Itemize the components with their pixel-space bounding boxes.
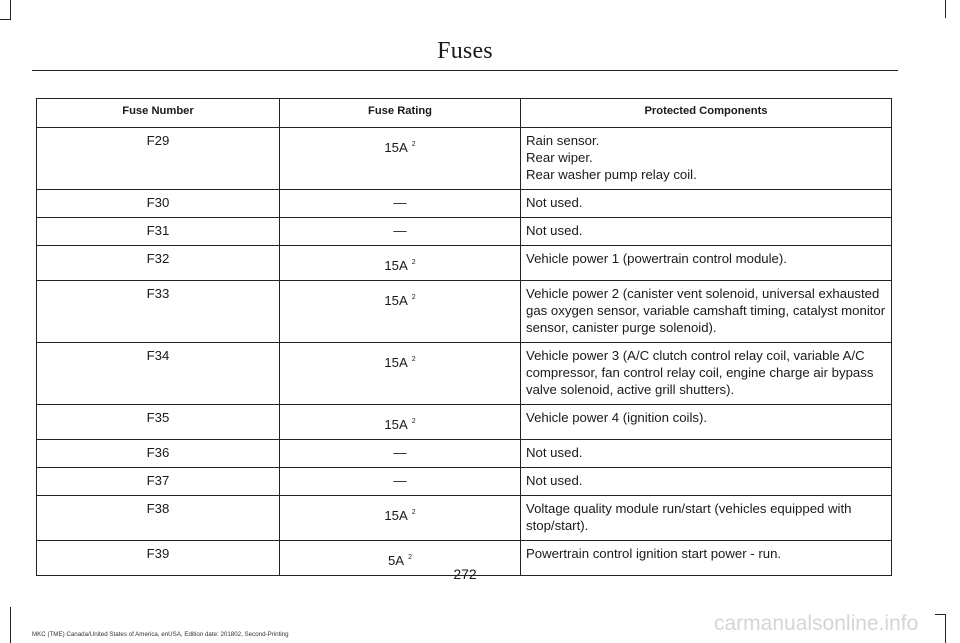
footnote-marker: 2 [411, 294, 416, 301]
fuse-rating-value: 15A [384, 355, 408, 370]
fuse-rating-cell [280, 281, 521, 343]
fuse-rating-value: 15A [384, 258, 408, 273]
fuse-rating-wrap [384, 409, 415, 433]
component-line: Voltage quality module run/start (vehicles equipped with stop/start). [526, 501, 852, 533]
component-line: Not used. [526, 445, 583, 460]
fuse-rating-wrap [393, 222, 406, 239]
fuse-rating-wrap [384, 285, 415, 309]
fuse-number-cell: F39 [37, 541, 280, 576]
fuse-table [36, 98, 892, 576]
footnote-marker: 2 [411, 259, 416, 266]
footnote-marker: 2 [411, 418, 416, 425]
fuse-number-cell: F31 [37, 218, 280, 246]
table-row [37, 128, 892, 190]
footnote-marker: 2 [408, 554, 413, 561]
fuse-rating-value: — [393, 223, 407, 238]
table-header-row [37, 99, 892, 128]
protected-components-cell [521, 343, 892, 405]
component-line: Not used. [526, 223, 583, 238]
fuse-number-cell: F33 [37, 281, 280, 343]
header-protected-components: Protected Components [521, 99, 892, 128]
fuse-rating-cell [280, 218, 521, 246]
fuse-rating-value: — [393, 195, 407, 210]
footer-edition-text: MKC (TME) Canada/United States of America, enUSA, Edition date: 201802, Second-Printing [32, 631, 289, 638]
fuse-rating-value: 15A [384, 293, 408, 308]
fuse-rating-value: 15A [384, 140, 408, 155]
fuse-rating-cell [280, 440, 521, 468]
protected-components-cell [521, 246, 892, 281]
fuse-number-cell: F38 [37, 496, 280, 541]
component-line: Not used. [526, 195, 583, 210]
protected-components-cell [521, 440, 892, 468]
fuse-rating-cell [280, 190, 521, 218]
page-title: Fuses [437, 38, 493, 64]
fuse-number-cell: F29 [37, 128, 280, 190]
crop-mark-top-right-v [945, 0, 946, 18]
fuse-rating-wrap [384, 132, 415, 156]
fuse-rating-wrap [393, 444, 406, 461]
fuse-number-cell: F30 [37, 190, 280, 218]
fuse-rating-cell [280, 468, 521, 496]
fuse-rating-wrap [384, 500, 415, 524]
protected-components-cell [521, 281, 892, 343]
table-row [37, 440, 892, 468]
fuse-rating-wrap [393, 472, 406, 489]
crop-mark-bottom-right-v [945, 615, 946, 643]
table-row [37, 496, 892, 541]
component-line: Rear wiper. [526, 150, 593, 165]
protected-components-cell [521, 218, 892, 246]
fuse-rating-cell [280, 128, 521, 190]
fuse-rating-value: 15A [384, 508, 408, 523]
header-fuse-rating: Fuse Rating [280, 99, 521, 128]
fuse-table-body [37, 128, 892, 576]
fuse-number-cell: F37 [37, 468, 280, 496]
fuse-rating-value: — [393, 473, 407, 488]
title-divider [32, 70, 898, 71]
component-line: Vehicle power 4 (ignition coils). [526, 410, 708, 425]
component-line: Rear washer pump relay coil. [526, 167, 697, 182]
crop-mark-bottom-right-h [935, 614, 946, 615]
table-row [37, 468, 892, 496]
table-row [37, 246, 892, 281]
table-row [37, 190, 892, 218]
crop-mark-bottom-left-v [10, 607, 11, 643]
header-fuse-number: Fuse Number [37, 99, 280, 128]
component-line: Powertrain control ignition start power - run. [526, 546, 782, 561]
table-row [37, 281, 892, 343]
protected-components-cell [521, 190, 892, 218]
protected-components-cell [521, 496, 892, 541]
fuse-rating-value: 5A [387, 553, 405, 568]
component-line: Vehicle power 2 (canister vent solenoid, universal exhausted gas oxygen sensor, variable camshaft timing, catalyst monitor sensor, canister purge solenoid). [526, 286, 886, 335]
protected-components-cell [521, 405, 892, 440]
fuse-number-cell: F36 [37, 440, 280, 468]
footnote-marker: 2 [411, 356, 416, 363]
fuse-rating-value: — [393, 445, 407, 460]
fuse-rating-wrap [384, 250, 415, 274]
fuse-rating-cell [280, 343, 521, 405]
fuse-rating-cell [280, 496, 521, 541]
component-line: Vehicle power 3 (A/C clutch control relay coil, variable A/C compressor, fan control relay coil, engine charge air bypass valve solenoid, active grill shutters). [526, 348, 874, 397]
watermark: carmanualsonline.info [714, 612, 919, 635]
crop-mark-top-left-v [10, 0, 11, 20]
component-line: Vehicle power 1 (powertrain control module). [526, 251, 787, 266]
component-line: Not used. [526, 473, 583, 488]
protected-components-cell [521, 128, 892, 190]
fuse-number-cell: F32 [37, 246, 280, 281]
page-number: 272 [453, 566, 477, 582]
fuse-rating-wrap [393, 194, 406, 211]
fuse-number-cell: F34 [37, 343, 280, 405]
table-row [37, 405, 892, 440]
footnote-marker: 2 [411, 141, 416, 148]
fuse-rating-value: 15A [384, 417, 408, 432]
crop-mark-top-left-h [0, 19, 11, 20]
table-row [37, 343, 892, 405]
table-row [37, 218, 892, 246]
fuse-rating-cell [280, 405, 521, 440]
fuse-number-cell: F35 [37, 405, 280, 440]
component-line: Rain sensor. [526, 133, 600, 148]
fuse-rating-cell [280, 246, 521, 281]
footnote-marker: 2 [411, 509, 416, 516]
fuse-rating-wrap [384, 347, 415, 371]
protected-components-cell [521, 468, 892, 496]
